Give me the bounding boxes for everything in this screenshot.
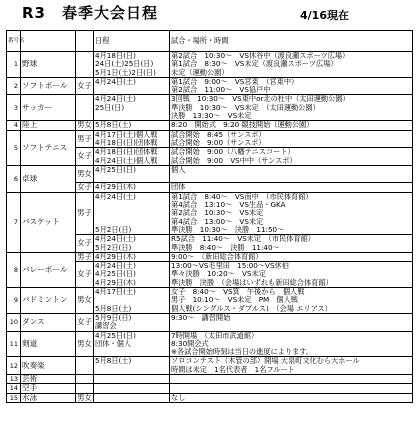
gender-division: 男子 <box>76 192 94 234</box>
row-number: 8 <box>7 252 21 287</box>
date-cell <box>94 384 170 393</box>
date-cell <box>94 165 170 183</box>
details-line: 準決勝 8:40～ 決勝 11:40～ <box>171 242 280 252</box>
date-line: 4月17日(土)個人戦 <box>95 129 158 139</box>
schedule-row <box>7 77 413 95</box>
details-cell <box>170 183 413 192</box>
details-line: 女子 8:40～ VS箕 午後から 個人戦 <box>171 287 305 297</box>
row-number: 15 <box>7 393 21 402</box>
details-cell <box>170 384 413 393</box>
date-cell <box>94 235 170 253</box>
as-of-date: 4/16現在 <box>300 9 349 22</box>
details-line: 第2試合 10:30～ VS未定 <box>171 208 264 218</box>
gender-division: 女子 <box>76 148 94 166</box>
details-cell <box>170 192 413 234</box>
details-cell <box>170 52 413 78</box>
sport-name: バスケット <box>21 192 76 252</box>
details-cell <box>170 313 413 331</box>
details-line: 試合開始 9:00（サンスポ） <box>171 137 266 147</box>
sport-name: バドミントン <box>21 288 76 314</box>
sport-name: 芸術 <box>21 374 76 383</box>
details-line: 決勝 13:30～ VS未定 <box>171 111 252 121</box>
row-number: 10 <box>7 313 21 331</box>
details-line: 第2試合 10:30～ VS休谷中（渡良瀬スポーツ広場） <box>171 51 350 60</box>
details-cell <box>170 374 413 383</box>
date-cell <box>94 192 170 234</box>
date-line: 4月24日(土) <box>95 76 136 86</box>
details-line: 8:20 開始式 9:20 競技開始（運動公園） <box>171 120 314 130</box>
date-cell <box>94 262 170 288</box>
date-line <box>95 375 168 383</box>
gender-division <box>76 52 94 78</box>
date-cell <box>94 357 170 375</box>
header-details: 試合・場所・時間 <box>170 31 413 52</box>
details-cell <box>170 393 413 402</box>
date-line: 5月2日(日) <box>95 242 132 252</box>
date-cell <box>94 121 170 130</box>
row-number: 3 <box>7 95 21 121</box>
details-line: 第4試合 13:10～ VS生品・GKA <box>171 200 286 210</box>
schedule-row <box>7 121 413 130</box>
date-line: 25日(日) <box>95 102 125 112</box>
date-line: 5月1日(土)2日(日) <box>95 67 156 77</box>
date-line: 4月25日(日) <box>95 330 136 340</box>
date-line: 4月24日(土) <box>95 94 136 104</box>
gender-division: 女子 <box>76 77 94 95</box>
date-line: 4月24日(土)個人戦 <box>95 155 158 165</box>
gender-division: 女子 <box>77 182 92 192</box>
row-number: 4 <box>7 121 21 130</box>
sport-name: 空手 <box>21 384 76 393</box>
sport-name: バレーボール <box>21 252 76 287</box>
details-cell <box>170 77 413 95</box>
schedule-row <box>7 384 413 393</box>
sport-name: 卓球 <box>21 165 76 192</box>
date-cell <box>94 331 170 357</box>
date-line: 団体・個人 <box>95 338 131 348</box>
date-line: 4月17日(土) <box>95 287 136 297</box>
row-number: 5 <box>7 130 21 165</box>
schedule-row <box>7 165 413 183</box>
sport-name: 吹奏楽 <box>21 357 76 375</box>
details-line: 第2試合 11:00～ VS協戸中 <box>171 85 271 95</box>
details-cell <box>170 121 413 130</box>
details-line: 試合開始 9:00 VS中中（サンスポ） <box>171 155 297 165</box>
date-line: 4月18日(日) <box>95 51 136 60</box>
details-line: R5試合 11:40～ VS未定 （市民体育館） <box>171 234 315 244</box>
details-line: 9:30～ 講習開始 <box>171 312 231 322</box>
details-line <box>171 375 411 383</box>
details-cell <box>170 130 413 148</box>
date-cell <box>94 288 170 314</box>
date-line: 4月18日(日)団体戦 <box>95 137 158 147</box>
details-line: なし <box>171 392 186 402</box>
gender-division: 男子 <box>76 130 94 148</box>
details-line: 個人 <box>171 164 186 174</box>
details-line: 団体 <box>171 182 186 192</box>
details-line <box>171 322 411 330</box>
date-line <box>95 174 168 182</box>
schedule-row <box>7 52 413 78</box>
details-cell <box>170 165 413 183</box>
schedule-row <box>7 192 413 234</box>
gender-division: 男女 <box>77 392 92 402</box>
date-cell <box>94 374 170 383</box>
sport-name: 水泳 <box>21 393 76 402</box>
details-line: ソロコンテスト（木管の部）開場 大泉町文化むら大ホール <box>171 356 360 366</box>
details-line: 7時開場 （太田市武道館） <box>171 330 259 340</box>
date-line: 5月8日(土) <box>95 356 132 366</box>
header-date: 日程 <box>94 31 170 52</box>
schedule-row <box>7 95 413 121</box>
details-line: 準決勝 10:30～ 決勝 11:50～ <box>171 224 285 234</box>
date-line: 4月25日(日) <box>95 164 136 174</box>
date-cell <box>94 95 170 121</box>
row-number: 12 <box>7 357 21 375</box>
date-line: 4月29日(木) <box>95 182 136 192</box>
details-line: 8:30開会式 <box>171 338 209 348</box>
date-cell <box>94 148 170 166</box>
date-cell <box>94 52 170 78</box>
date-line <box>95 201 168 209</box>
row-number: 11 <box>7 331 21 357</box>
date-line: 講習会 <box>95 321 117 331</box>
details-cell <box>170 95 413 121</box>
details-line: 時間は未定 1名代表者 1名フルート <box>171 364 295 374</box>
gender-division: 女子 <box>76 262 94 288</box>
details-line: 未定（運動公園） <box>171 67 229 77</box>
details-line: 試合開始 8:45（サンスポ） <box>171 129 266 139</box>
page-title: R3 春季大会日程 <box>22 4 158 22</box>
date-line: 4月29日(木) <box>95 251 136 261</box>
date-line: 4月24日(土) <box>95 234 136 244</box>
date-line: 4月25日(日) <box>95 269 136 279</box>
schedule-table <box>6 30 413 403</box>
date-line: 4月29日(木) <box>95 277 136 287</box>
details-line: 9:00～ （新田総合体育館） <box>171 251 263 261</box>
details-line: 第1試合 9:00～ VS宮東 （宮東中） <box>171 76 299 86</box>
date-line: 4月24日(土) <box>95 261 136 271</box>
row-number: 1 <box>7 52 21 78</box>
date-line <box>95 86 168 94</box>
date-line: 24日(土)25日(日) <box>95 59 154 69</box>
details-line: 準々決勝 10:20～ VS未定 <box>171 269 266 279</box>
header-row <box>7 31 413 52</box>
gender-division <box>76 384 94 393</box>
sport-name: ソフトテニス <box>21 130 76 165</box>
details-cell <box>170 288 413 314</box>
date-line <box>95 384 168 392</box>
row-number: 6 <box>7 165 21 192</box>
details-line: ※各試合開始時刻は当日の進度によります。 <box>171 347 314 357</box>
details-cell <box>170 262 413 288</box>
date-cell <box>94 130 170 148</box>
gender-division: 女子 <box>76 235 94 253</box>
schedule-row <box>7 374 413 383</box>
gender-division: 男女 <box>76 165 94 183</box>
schedule-row <box>7 130 413 148</box>
gender-division: 男女 <box>76 331 94 357</box>
header-num: 番号名 <box>7 31 21 52</box>
date-line: 5月8日(土) <box>95 120 132 130</box>
details-line: 13:00～VS毛里田 15:00～VS休伯 <box>171 261 289 271</box>
date-line: 4月24日(土) <box>95 191 136 201</box>
sport-name: ソフトボール <box>21 77 76 95</box>
date-line <box>95 112 168 120</box>
gender-division: 男女 <box>76 288 94 314</box>
schedule-row <box>7 393 413 402</box>
gender-division <box>76 95 94 121</box>
row-number: 13 <box>7 374 21 383</box>
details-line: 第1試合 8:40～ VS南中 （市民体育館） <box>171 191 313 201</box>
gender-division <box>76 374 94 383</box>
details-line: 試合開始 9:00（八幡テニスコート） <box>171 147 295 157</box>
details-line: 準決勝 10:30～ VS未定 （太田運動公園） <box>171 102 320 112</box>
date-line: 5月9日(日) <box>95 312 132 322</box>
details-line: 男子 10:10～ VS未定 PM 個人戦 <box>171 295 298 305</box>
sport-name: 剣道 <box>21 331 76 357</box>
date-line <box>95 394 168 402</box>
date-cell <box>94 77 170 95</box>
date-cell <box>94 313 170 331</box>
details-cell <box>170 235 413 253</box>
schedule-row <box>7 357 413 375</box>
sport-name: サッカー <box>21 95 76 121</box>
schedule-row <box>7 288 413 314</box>
schedule-row <box>7 331 413 357</box>
details-line: 3回戦 10:30～ VS東中or北の杜中（太田運動公園） <box>171 94 350 104</box>
sport-name: 陸上 <box>21 121 76 130</box>
gender-division: 女子 <box>76 313 94 331</box>
details-line <box>171 174 411 182</box>
date-line <box>95 366 168 374</box>
date-line <box>95 209 168 217</box>
gender-division: 男女 <box>77 120 92 130</box>
date-line: 5月8日(土) <box>95 303 132 313</box>
date-line <box>95 348 168 356</box>
date-line: 4月18日(日)団体戦 <box>95 147 158 157</box>
gender-division: 男子 <box>77 251 92 261</box>
date-line: 5月2日(日) <box>95 224 132 234</box>
details-line: 準決勝 決勝 （会場はいずれも新田総合体育館） <box>171 277 333 287</box>
details-cell <box>170 148 413 166</box>
date-cell <box>94 183 170 192</box>
sport-name: ダンス <box>21 313 76 331</box>
row-number: 2 <box>7 77 21 95</box>
details-cell <box>170 331 413 357</box>
row-number: 14 <box>7 384 21 393</box>
sport-name: 野球 <box>21 52 76 78</box>
details-line <box>171 384 411 392</box>
details-line: 個人戦(シングルス・ダブルス) （会場 エリアス） <box>171 303 332 313</box>
details-line: 第1試合 8:30～ VS未定（渡良瀬スポーツ広場） <box>171 59 338 69</box>
date-cell <box>94 393 170 402</box>
row-number: 9 <box>7 288 21 314</box>
details-line: 第4試合 13:00～ VS未定 <box>171 216 264 226</box>
gender-division <box>76 357 94 375</box>
row-number: 7 <box>7 192 21 252</box>
schedule-row <box>7 313 413 331</box>
details-cell <box>170 357 413 375</box>
